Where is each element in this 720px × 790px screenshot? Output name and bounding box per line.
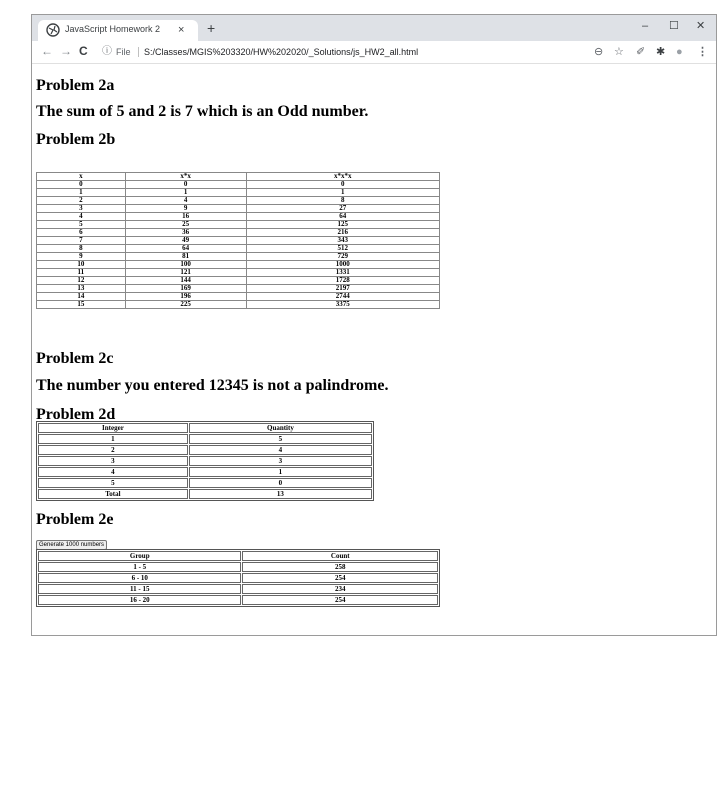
minimize-button[interactable]: – — [642, 20, 649, 32]
table-cell: 0 — [246, 181, 439, 189]
problem-2e-heading: Problem 2e — [36, 511, 114, 528]
table-cell: 343 — [246, 237, 439, 245]
forward-arrow-icon[interactable]: → — [60, 44, 72, 58]
new-tab-button[interactable]: + — [207, 20, 216, 36]
table-cell: 2197 — [246, 285, 439, 293]
group-count-table — [36, 549, 440, 607]
table-cell: 0 — [37, 181, 126, 189]
table-cell: 15 — [37, 301, 126, 309]
problem-2c-result: The number you entered 12345 is not a palindrome. — [36, 377, 389, 394]
table-cell: 16 — [125, 213, 246, 221]
profile-icon[interactable]: ● — [676, 46, 683, 58]
table-cell: 9 — [37, 253, 126, 261]
table-row — [37, 269, 440, 277]
extension-pen-icon[interactable]: ✐ — [636, 46, 646, 58]
column-header: x*x — [125, 173, 246, 181]
generate-numbers-button[interactable]: Generate 1000 numbers — [36, 540, 107, 550]
table-cell: 4 — [38, 467, 188, 477]
table-cell: 0 — [125, 181, 246, 189]
reload-icon[interactable]: C — [79, 44, 88, 58]
table-cell: 7 — [37, 237, 126, 245]
table-row — [37, 301, 440, 309]
table-cell: 729 — [246, 253, 439, 261]
table-row — [38, 562, 438, 572]
table-row — [37, 213, 440, 221]
table-row — [38, 595, 438, 605]
table-row — [37, 253, 440, 261]
table-cell: 254 — [242, 573, 438, 583]
column-header: Quantity — [189, 423, 372, 433]
table-row — [37, 181, 440, 189]
table-cell: 1 — [38, 434, 188, 444]
table-cell: 234 — [242, 584, 438, 594]
table-cell: 512 — [246, 245, 439, 253]
bookmark-star-icon[interactable]: ☆ — [614, 46, 624, 58]
browser-window — [31, 14, 717, 636]
table-cell: 5 — [38, 478, 188, 488]
table-cell: 3375 — [246, 301, 439, 309]
maximize-button[interactable]: ☐ — [669, 20, 679, 32]
table-cell: 1 — [246, 189, 439, 197]
table-row — [38, 573, 438, 583]
table-cell: 12 — [37, 277, 126, 285]
table-cell: 2 — [38, 445, 188, 455]
problem-2c-heading: Problem 2c — [36, 350, 114, 367]
table-cell: 1000 — [246, 261, 439, 269]
table-cell: 4 — [125, 197, 246, 205]
table-cell: 1331 — [246, 269, 439, 277]
table-cell: 25 — [125, 221, 246, 229]
table-row — [37, 205, 440, 213]
globe-icon — [46, 23, 60, 37]
table-row — [38, 489, 372, 499]
table-cell: 6 - 10 — [38, 573, 241, 583]
problem-2b-heading: Problem 2b — [36, 131, 116, 148]
table-cell: 4 — [37, 213, 126, 221]
cube-table — [36, 172, 440, 309]
table-cell: 13 — [189, 489, 372, 499]
table-row — [38, 478, 372, 488]
quantity-table — [36, 421, 374, 501]
table-row — [38, 584, 438, 594]
table-cell: 8 — [246, 197, 439, 205]
puzzle-icon[interactable]: ✱ — [656, 46, 666, 58]
table-cell: 196 — [125, 293, 246, 301]
table-cell: 13 — [37, 285, 126, 293]
table-cell: 125 — [246, 221, 439, 229]
column-header: Group — [38, 551, 241, 561]
table-row — [37, 261, 440, 269]
tab-strip — [32, 15, 716, 41]
table-row — [37, 197, 440, 205]
menu-icon[interactable]: ⋮ — [697, 46, 708, 58]
table-cell: 2 — [37, 197, 126, 205]
address-bar[interactable] — [100, 44, 680, 60]
back-arrow-icon[interactable]: ← — [41, 44, 53, 58]
table-cell: 9 — [125, 205, 246, 213]
table-cell: 3 — [37, 205, 126, 213]
problem-2d-heading: Problem 2d — [36, 406, 116, 423]
table-row — [38, 434, 372, 444]
scheme-label: File — [116, 47, 131, 57]
tab-title: JavaScript Homework 2 — [65, 24, 161, 34]
quantity-table-body — [38, 434, 372, 499]
table-cell: 81 — [125, 253, 246, 261]
zoom-icon[interactable]: ⊖ — [594, 46, 604, 58]
table-cell: 1 - 5 — [38, 562, 241, 572]
table-cell: 8 — [37, 245, 126, 253]
omnibox-divider — [138, 47, 139, 57]
column-header: Count — [242, 551, 438, 561]
tab-close-icon[interactable]: × — [178, 24, 185, 36]
table-row — [37, 189, 440, 197]
table-cell: 2744 — [246, 293, 439, 301]
table-row — [37, 293, 440, 301]
table-row — [37, 285, 440, 293]
problem-2a-heading: Problem 2a — [36, 77, 115, 94]
table-cell: 169 — [125, 285, 246, 293]
table-cell: 11 — [37, 269, 126, 277]
table-row — [38, 445, 372, 455]
table-header-row — [37, 173, 440, 181]
table-row — [38, 456, 372, 466]
table-cell: 216 — [246, 229, 439, 237]
table-row — [37, 229, 440, 237]
table-header-row — [38, 551, 438, 561]
browser-toolbar — [32, 41, 716, 64]
table-cell: 144 — [125, 277, 246, 285]
table-cell: 0 — [189, 478, 372, 488]
close-window-button[interactable]: ✕ — [696, 20, 706, 32]
table-row — [37, 245, 440, 253]
table-cell: 225 — [125, 301, 246, 309]
table-cell: 258 — [242, 562, 438, 572]
table-cell: 64 — [125, 245, 246, 253]
table-cell: 5 — [37, 221, 126, 229]
table-cell: 254 — [242, 595, 438, 605]
table-cell: 49 — [125, 237, 246, 245]
column-header: x — [37, 173, 126, 181]
info-icon[interactable]: ⓘ — [102, 46, 112, 57]
table-cell: 3 — [189, 456, 372, 466]
table-cell: 1728 — [246, 277, 439, 285]
cube-table-body — [37, 181, 440, 309]
column-header: x*x*x — [246, 173, 439, 181]
table-cell: 1 — [189, 467, 372, 477]
table-row — [37, 237, 440, 245]
table-cell: 3 — [38, 456, 188, 466]
group-count-table-body — [38, 562, 438, 605]
table-cell: 100 — [125, 261, 246, 269]
table-cell: 10 — [37, 261, 126, 269]
table-cell: 4 — [189, 445, 372, 455]
table-cell: 36 — [125, 229, 246, 237]
table-cell: 6 — [37, 229, 126, 237]
table-cell: 11 - 15 — [38, 584, 241, 594]
table-cell: 121 — [125, 269, 246, 277]
table-cell: 64 — [246, 213, 439, 221]
browser-tab[interactable] — [38, 20, 198, 41]
table-cell: 1 — [37, 189, 126, 197]
table-cell: 1 — [125, 189, 246, 197]
table-cell: 5 — [189, 434, 372, 444]
table-cell: Total — [38, 489, 188, 499]
url-text[interactable]: S:/Classes/MGIS%203320/HW%202020/_Solutions/js_HW2_all.html — [144, 47, 419, 57]
table-row — [37, 221, 440, 229]
page-content — [32, 64, 716, 635]
table-cell: 27 — [246, 205, 439, 213]
table-cell: 14 — [37, 293, 126, 301]
problem-2a-result: The sum of 5 and 2 is 7 which is an Odd number. — [36, 103, 369, 120]
table-cell: 16 - 20 — [38, 595, 241, 605]
table-header-row — [38, 423, 372, 433]
table-row — [38, 467, 372, 477]
table-row — [37, 277, 440, 285]
column-header: Integer — [38, 423, 188, 433]
